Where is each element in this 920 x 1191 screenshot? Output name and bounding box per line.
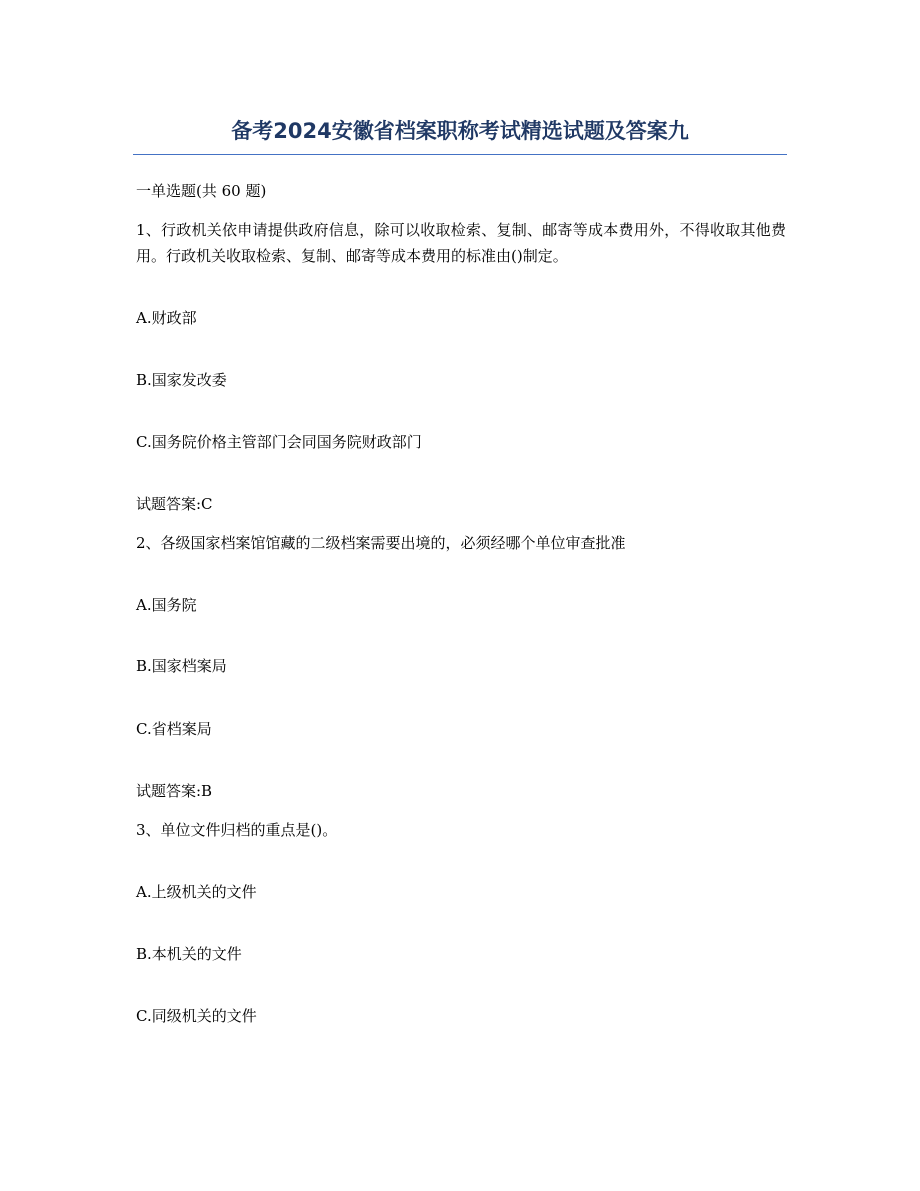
section-heading: 一单选题(共 60 题) bbox=[136, 182, 267, 200]
question-1-option-a: A.财政部 bbox=[136, 309, 197, 327]
question-3-stem: 3、单位文件归档的重点是()。 bbox=[136, 821, 338, 839]
title-underline bbox=[133, 154, 787, 155]
question-2-stem: 2、各级国家档案馆馆藏的二级档案需要出境的，必须经哪个单位审查批准 bbox=[136, 534, 626, 552]
question-1-option-c: C.国务院价格主管部门会同国务院财政部门 bbox=[136, 433, 422, 451]
question-1-answer: 试题答案:C bbox=[136, 495, 213, 513]
question-2-option-a: A.国务院 bbox=[136, 596, 197, 614]
question-1-option-b: B.国家发改委 bbox=[136, 371, 227, 389]
question-1-stem: 1、行政机关依申请提供政府信息，除可以收取检索、复制、邮寄等成本费用外，不得收取其他费用。行政机关收取检索、复制、邮寄等成本费用的标准由()制定。 bbox=[136, 221, 786, 265]
question-3-option-c: C.同级机关的文件 bbox=[136, 1007, 257, 1025]
question-3-option-b: B.本机关的文件 bbox=[136, 945, 242, 963]
question-2-option-b: B.国家档案局 bbox=[136, 657, 227, 675]
question-3-option-a: A.上级机关的文件 bbox=[136, 883, 257, 901]
question-2-answer: 试题答案:B bbox=[136, 782, 213, 800]
document-title: 备考2024安徽省档案职称考试精选试题及答案九 bbox=[231, 119, 689, 143]
question-2-option-c: C.省档案局 bbox=[136, 720, 212, 738]
